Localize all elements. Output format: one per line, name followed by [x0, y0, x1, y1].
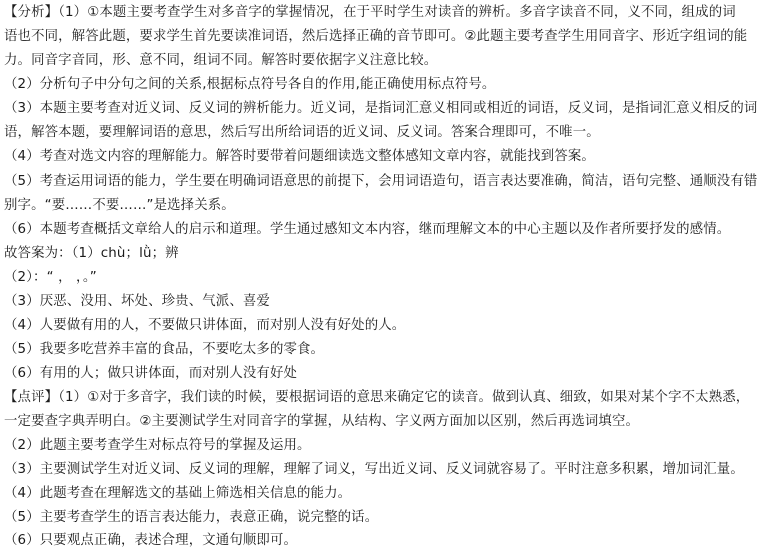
answer-line-1: 故答案为：（1）chù；lǜ；辨 — [4, 246, 179, 261]
answer-line-4: （4）人要做有用的人，不要做只讲体面，而对别人没有好处的人。 — [4, 318, 406, 333]
comment-line-4: （4）此题考查在理解选文的基础上筛选相关信息的能力。 — [4, 486, 352, 501]
comment-line-1a: 【点评】（1）①对于多音字，我们读的时候，要根据词语的意思来确定它的读音。做到认真、细致，如果对某个字不太熟悉， — [4, 390, 750, 405]
comment-line-2: （2）此题主要考查学生对标点符号的掌握及运用。 — [4, 438, 311, 453]
analysis-line-1c: 力。同音字音同，形、意不同，组词不同。解答时要依据字义注意比较。 — [4, 53, 438, 68]
comment-line-5: （5）主要考查学生的语言表达能力，表意正确，说完整的话。 — [4, 510, 379, 525]
analysis-line-2: （2）分析句子中分句之间的关系,根据标点符号各自的作用,能正确使用标点符号。 — [4, 77, 496, 92]
answer-line-2: （2）：“ ， ，。” — [4, 270, 97, 285]
comment-line-1b: 一定要查字典弄明白。②主要测试学生对同音字的掌握，从结构、字义两方面加以区别，然后再选词填空。 — [4, 414, 640, 429]
analysis-line-6: （6）本题考查概括文章给人的启示和道理。学生通过感知文本内容，继而理解文本的中心主题以及作者所要抒发的感情。 — [4, 222, 731, 237]
analysis-line-3b: 语，解答本题，要理解词语的意思，然后写出所给词语的近义词、反义词。答案合理即可，不唯一。 — [4, 125, 600, 140]
comment-line-6: （6）只要观点正确，表述合理，文通句顺即可。 — [4, 533, 298, 548]
analysis-line-3a: （3）本题主要考查对近义词、反义词的辨析能力。近义词，是指词汇意义相同或相近的词语，反义词，是指词汇意义相反的词 — [4, 101, 758, 116]
analysis-line-5b: 别字。“要……不要……”是选择关系。 — [4, 198, 235, 213]
answer-line-5: （5）我要多吃营养丰富的食品，不要吃太多的零食。 — [4, 342, 325, 357]
analysis-line-1b: 语也不同，解答此题，要求学生首先要读准词语，然后选择正确的音节即可。②此题主要考查学生用同音字、形近字组词的能 — [4, 29, 748, 44]
answer-line-6: （6）有用的人；做只讲体面，而对别人没有好处 — [4, 366, 298, 381]
answer-line-3: （3）厌恶、没用、坏处、珍贵、气派、喜爱 — [4, 294, 270, 309]
analysis-line-5a: （5）考查运用词语的能力，学生要在明确词语意思的前提下，会用词语造句，语言表达要准确，简洁，语句完整、通顺没有错 — [4, 174, 758, 189]
analysis-line-1a: 【分析】（1）①本题主要考查学生对多音字的掌握情况，在于平时学生对读音的辨析。多音字读音不同，义不同，组成的词 — [4, 5, 736, 20]
analysis-line-4: （4）考查对选文内容的理解能力。解答时要带着问题细读选文整体感知文章内容，就能找到答案。 — [4, 149, 595, 164]
comment-line-3: （3）主要测试学生对近义词、反义词的理解，理解了词义，写出近义词、反义词就容易了。平时注意多积累，增加词汇量。 — [4, 462, 744, 477]
